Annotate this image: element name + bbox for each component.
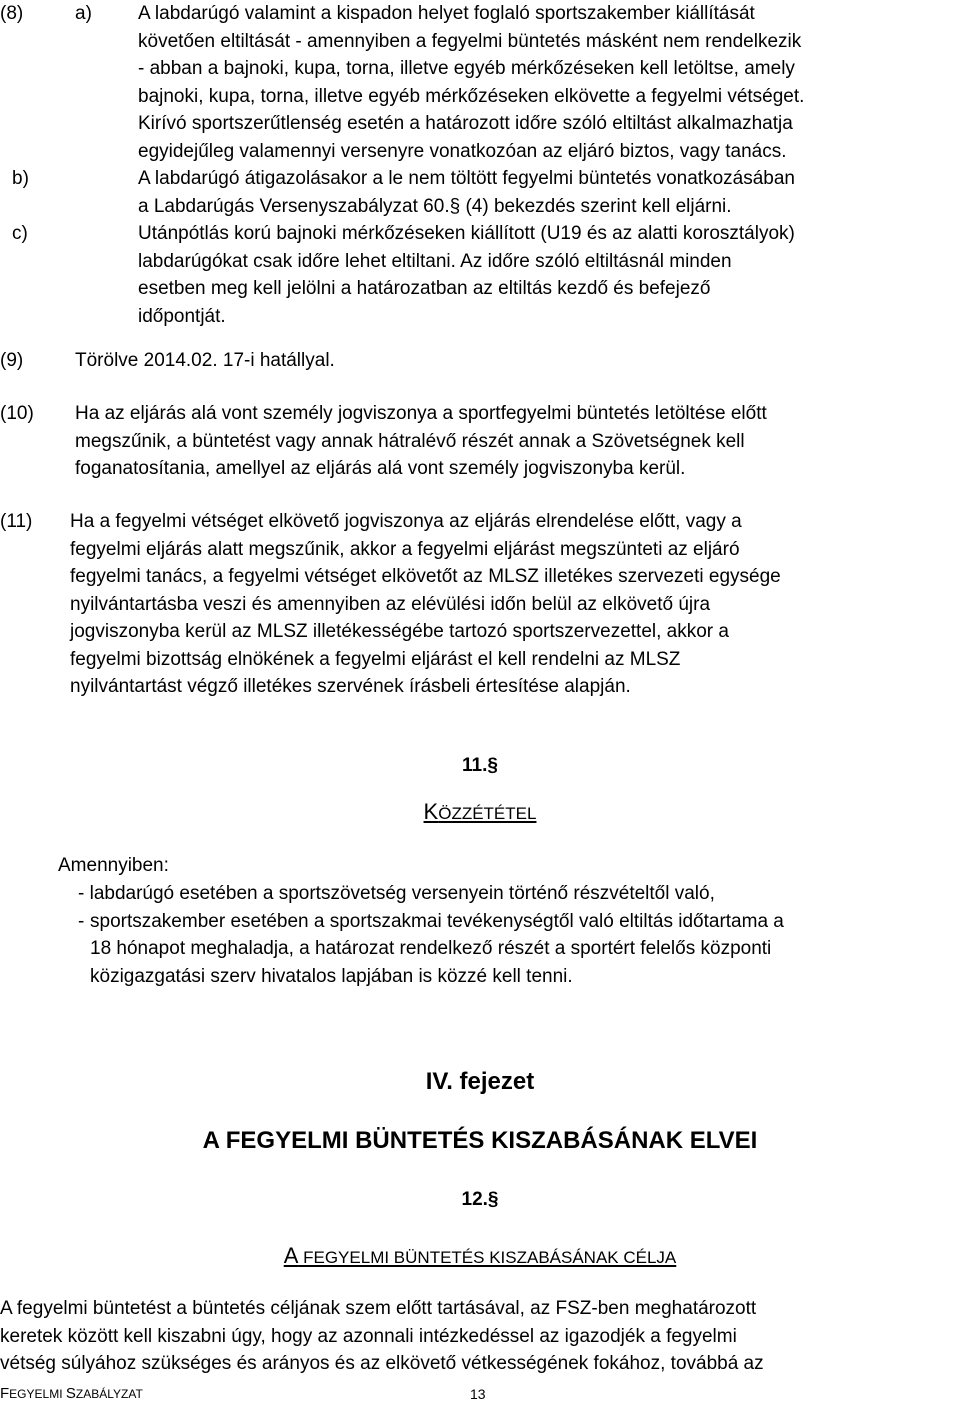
text-line: Ha a fegyelmi vétséget elkövető jogviszonya az eljárás elrendelése előtt, vagy a (70, 511, 742, 532)
text-line: sportszakember esetében a sportszakmai tevékenységtől való eltiltás időtartama a (90, 910, 784, 932)
text-line: A fegyelmi büntetést a büntetés céljának szem előtt tartásával, az FSZ-ben meghatározott (0, 1298, 757, 1319)
list-item-a (75, 0, 960, 165)
text-line: nyilvántartást végző illetékes szervének írásbeli értesítése alapján. (70, 676, 631, 697)
text-line: A labdarúgó átigazolásakor a le nem töltött fegyelmi büntetés vonatkozásában (138, 168, 795, 189)
section-11-title (0, 798, 960, 828)
text-line: követően eltiltását - amennyiben a fegyelmi büntetés másként nem rendelkezik (138, 30, 802, 52)
publication-intro: Amennyiben: (58, 855, 169, 876)
text-line: vétség súlyához szükséges és arányos és az elkövető vétkességének fokához, továbbá az (0, 1353, 764, 1374)
section-12-paragraph (0, 1295, 960, 1378)
text-line: jogviszonyba kerül az MLSZ illetékességébe tartozó sportszervezettel, akkor a (70, 621, 729, 642)
publication-list (58, 880, 960, 990)
section-12-title-rest: FEGYELMI BÜNTETÉS KISZABÁSÁNAK CÉLJA (298, 1248, 677, 1267)
text-line: időpontját. (138, 305, 226, 327)
chapter-number: IV. fejezet (425, 1068, 535, 1095)
item-label-c: c) (12, 223, 28, 244)
paragraph-10-text (75, 400, 959, 483)
list-item-c (12, 220, 960, 330)
footer-initial-s: S (65, 1385, 76, 1402)
text-line: fegyelmi eljárás alatt megszűnik, akkor a fegyelmi eljárást megszünteti az eljáró (70, 538, 740, 560)
page-number: 13 (470, 1386, 486, 1402)
section-11-title-initial: K (423, 799, 439, 824)
list-dash: - (78, 910, 85, 932)
publication-item-1: - labdarúgó esetében a sportszövetség versenyein történő részvételtől való, (78, 883, 715, 904)
publication-item-2 (58, 908, 960, 991)
text-line: esetben meg kell jelölni a határozatban az eltiltás kezdő és befejező (138, 278, 711, 299)
paragraph-9-text: Törölve 2014.02. 17-i hatállyal. (75, 350, 335, 371)
section-11-number: 11.§ (462, 755, 498, 776)
item-label-a: a) (75, 3, 92, 24)
text-line: 18 hónapot meghaladja, a határozat rendelkező részét a sportért felelős központi (90, 938, 772, 959)
section-11-title-rest: ÖZZÉTÉTEL (438, 804, 537, 823)
text-line: A labdarúgó valamint a kispadon helyet foglaló sportszakember kiállítását (138, 3, 755, 24)
item-b-text (138, 165, 960, 220)
section-12-title (0, 1242, 960, 1272)
chapter-title: A FEGYELMI BÜNTETÉS KISZABÁSÁNAK ELVEI (202, 1127, 758, 1154)
text-line: fegyelmi tanács, a fegyelmi vétséget elkövetőt az MLSZ illetékes szervezeti egysége (70, 566, 781, 587)
text-line: nyilvántartásba veszi és amennyiben az elévülési időn belül az elkövető újra (70, 593, 711, 615)
text-line: közigazgatási szerv hivatalos lapjában is közzé kell tenni. (90, 965, 573, 987)
footer-document-title (0, 1384, 143, 1404)
paragraph-number-11: (11) (0, 511, 33, 532)
paragraph-number-10: (10) (0, 403, 34, 424)
footer-rest-2: ZABÁLYZAT (75, 1387, 143, 1401)
section-12-title-initial: A (283, 1243, 299, 1268)
text-line: Utánpótlás korú bajnoki mérkőzéseken kiállított (U19 és az alatti korosztályok) (138, 223, 795, 244)
paragraph-11-text (70, 508, 959, 701)
footer-rest-1: EGYELMI (9, 1387, 66, 1401)
text-line: keretek között kell kiszabni úgy, hogy az azonnali intézkedéssel az igazodjék a fegyelmi (0, 1325, 737, 1347)
item-a-text (138, 0, 960, 165)
text-line: foganatosítania, amellyel az eljárás alá vont személy jogviszonyba kerül. (75, 458, 686, 479)
footer-initial-f: F (0, 1385, 10, 1402)
text-line: - abban a bajnoki, kupa, torna, illetve egyéb mérkőzéseken kell letöltse, amely (138, 58, 795, 79)
text-line: megszűnik, a büntetést vagy annak hátralévő részét annak a Szövetségnek kell (75, 430, 745, 452)
item-label-b: b) (12, 168, 29, 189)
text-line: Kirívó sportszerűtlenség esetén a határozott időre szóló eltiltást alkalmazhatja (138, 113, 793, 134)
text-line: labdarúgókat csak időre lehet eltiltani. Az időre szóló eltiltásnál minden (138, 250, 732, 272)
publication-item-2-text (90, 908, 960, 991)
text-line: egyidejűleg valamennyi versenyre vonatkozóan az eljáró biztos, vagy tanács. (138, 140, 787, 162)
paragraph-number-9: (9) (0, 350, 24, 371)
text-line: fegyelmi bizottság elnökének a fegyelmi eljárást el kell rendelni az MLSZ (70, 648, 681, 670)
text-line: a Labdarúgás Versenyszabályzat 60.§ (4) bekezdés szerint kell eljárni. (138, 195, 732, 217)
paragraph-number-8: (8) (0, 3, 24, 24)
item-c-text (138, 220, 960, 330)
list-item-b (12, 165, 960, 220)
text-line: Ha az eljárás alá vont személy jogviszonya a sportfegyelmi büntetés letöltése előtt (75, 403, 767, 424)
text-line: bajnoki, kupa, torna, illetve egyéb mérkőzéseken elkövette a fegyelmi vétséget. (138, 85, 805, 107)
paragraph-8 (12, 0, 960, 330)
section-12-number: 12.§ (461, 1189, 499, 1210)
